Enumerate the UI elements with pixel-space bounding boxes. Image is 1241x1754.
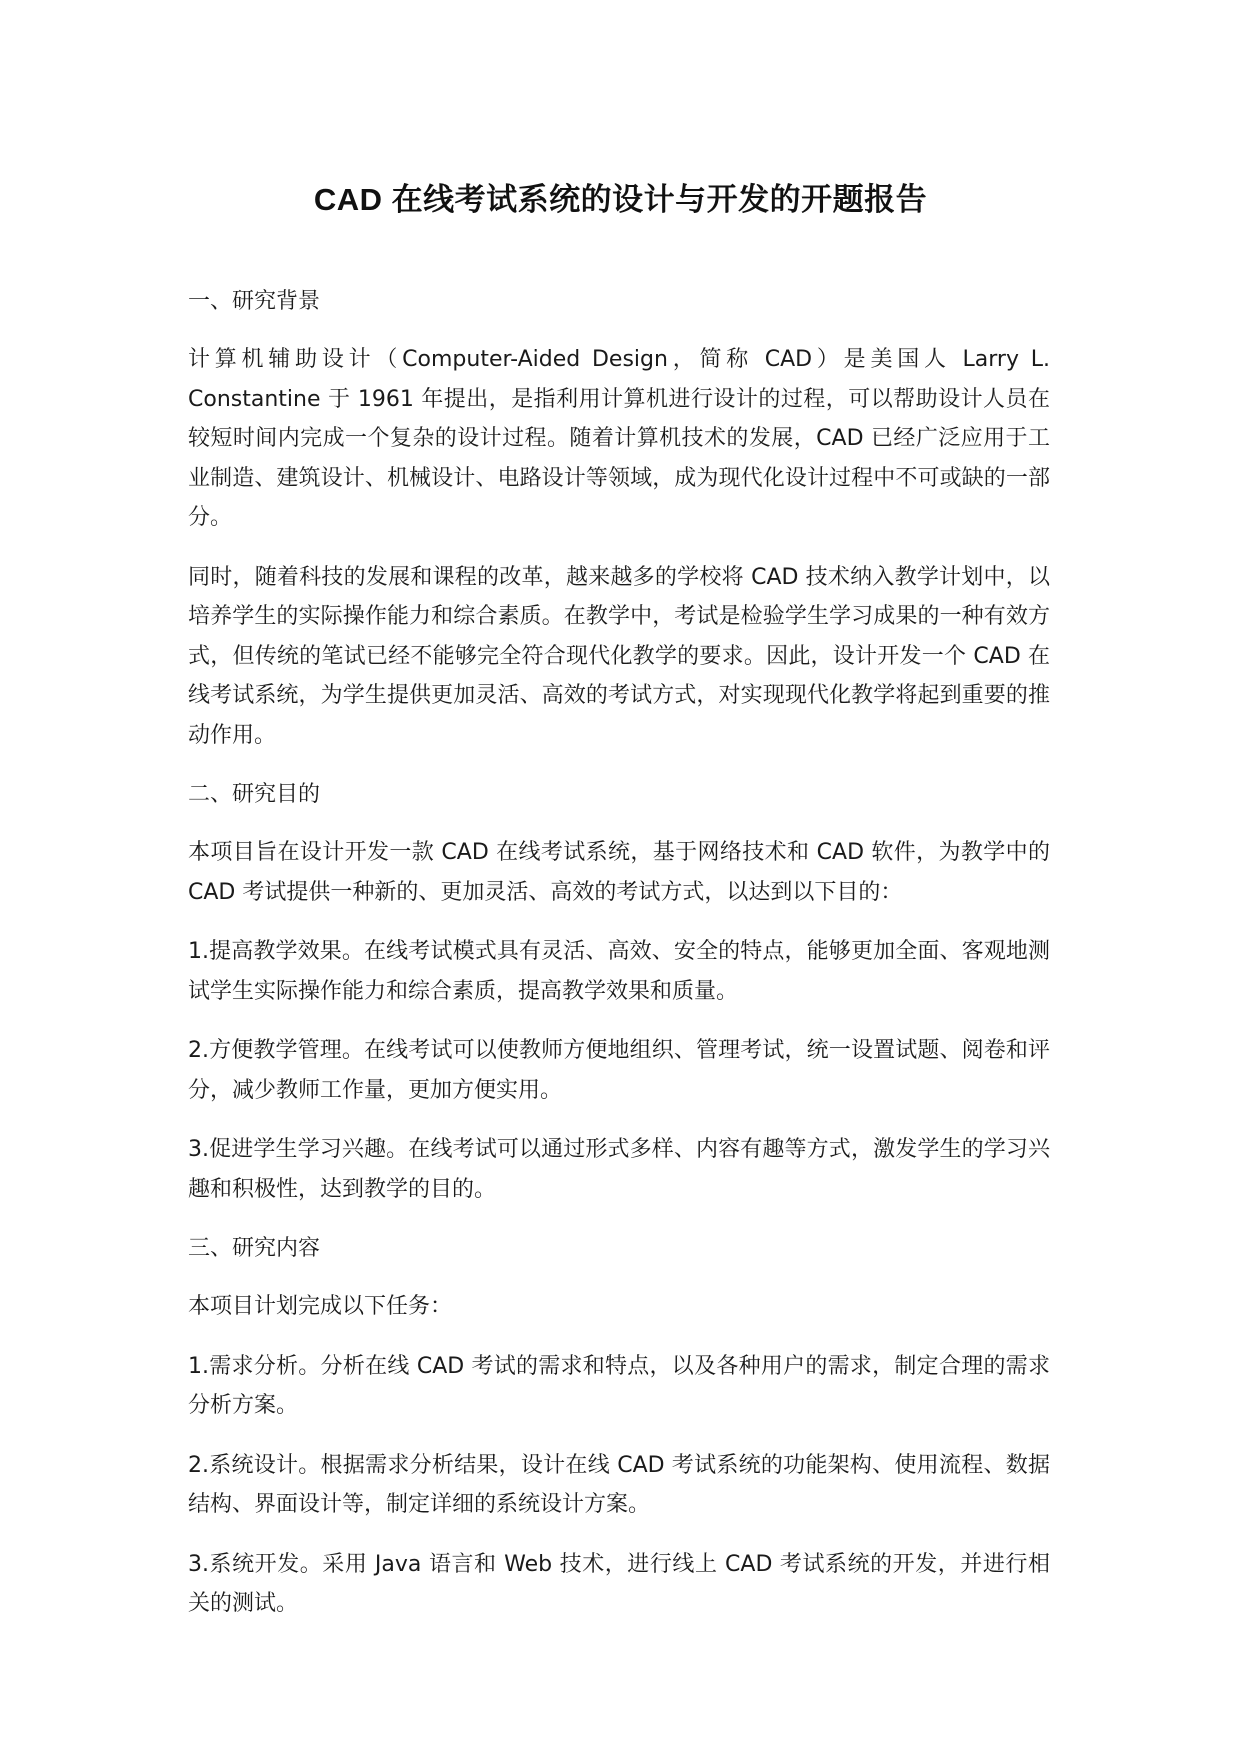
list-item-paragraph: 3.系统开发。采用 Java 语言和 Web 技术，进行线上 CAD 考试系统的开发，并进行相关的测试。 xyxy=(188,1551,1050,1616)
document-body xyxy=(188,282,1050,1644)
paragraph: 同时，随着科技的发展和课程的改革，越来越多的学校将 CAD 技术纳入教学计划中，以培养学生的实际操作能力和综合素质。在教学中，考试是检验学生学习成果的一种有效方式，但传统的笔试已经不能够完全符合现代化教学的要求。因此，设计开发一个 CAD 在线考试系统，为学生提供更加灵活、高效的考试方式，对实现现代化教学将起到重要的推动作用。 xyxy=(188,564,1050,748)
section-heading-background: 一、研究背景 xyxy=(188,289,321,314)
list-item-paragraph: 1.提高教学效果。在线考试模式具有灵活、高效、安全的特点，能够更加全面、客观地测试学生实际操作能力和综合素质，提高教学效果和质量。 xyxy=(188,939,1050,1004)
document-title: CAD 在线考试系统的设计与开发的开题报告 xyxy=(313,182,928,217)
list-item-paragraph: 2.方便教学管理。在线考试可以使教师方便地组织、管理考试，统一设置试题、阅卷和评分，减少教师工作量，更加方便实用。 xyxy=(188,1038,1050,1103)
paragraph: 本项目旨在设计开发一款 CAD 在线考试系统，基于网络技术和 CAD 软件，为教学中的 CAD 考试提供一种新的、更加灵活、高效的考试方式，以达到以下目的： xyxy=(188,840,1050,905)
paragraph: 本项目计划完成以下任务： xyxy=(188,1294,453,1319)
section-heading-purpose: 二、研究目的 xyxy=(188,782,321,807)
list-item-paragraph: 1.需求分析。分析在线 CAD 考试的需求和特点，以及各种用户的需求，制定合理的需求分析方案。 xyxy=(188,1353,1050,1418)
paragraph: 计算机辅助设计（Computer-Aided Design，简称 CAD）是美国人 Larry L. Constantine 于 1961 年提出，是指利用计算机进行设计的过程，可以帮助设计人员在较短时间内完成一个复杂的设计过程。随着计算机技术的发展，CAD 已经广泛应用于工业制造、建筑设计、机械设计、电路设计等领域，成为现代化设计过程中不可或缺的一部分。 xyxy=(188,347,1050,530)
section-heading-content: 三、研究内容 xyxy=(188,1236,321,1261)
list-item-paragraph: 2.系统设计。根据需求分析结果，设计在线 CAD 考试系统的功能架构、使用流程、数据结构、界面设计等，制定详细的系统设计方案。 xyxy=(188,1452,1050,1517)
list-item-paragraph: 3.促进学生学习兴趣。在线考试可以通过形式多样、内容有趣等方式，激发学生的学习兴趣和积极性，达到教学的目的。 xyxy=(188,1137,1050,1202)
